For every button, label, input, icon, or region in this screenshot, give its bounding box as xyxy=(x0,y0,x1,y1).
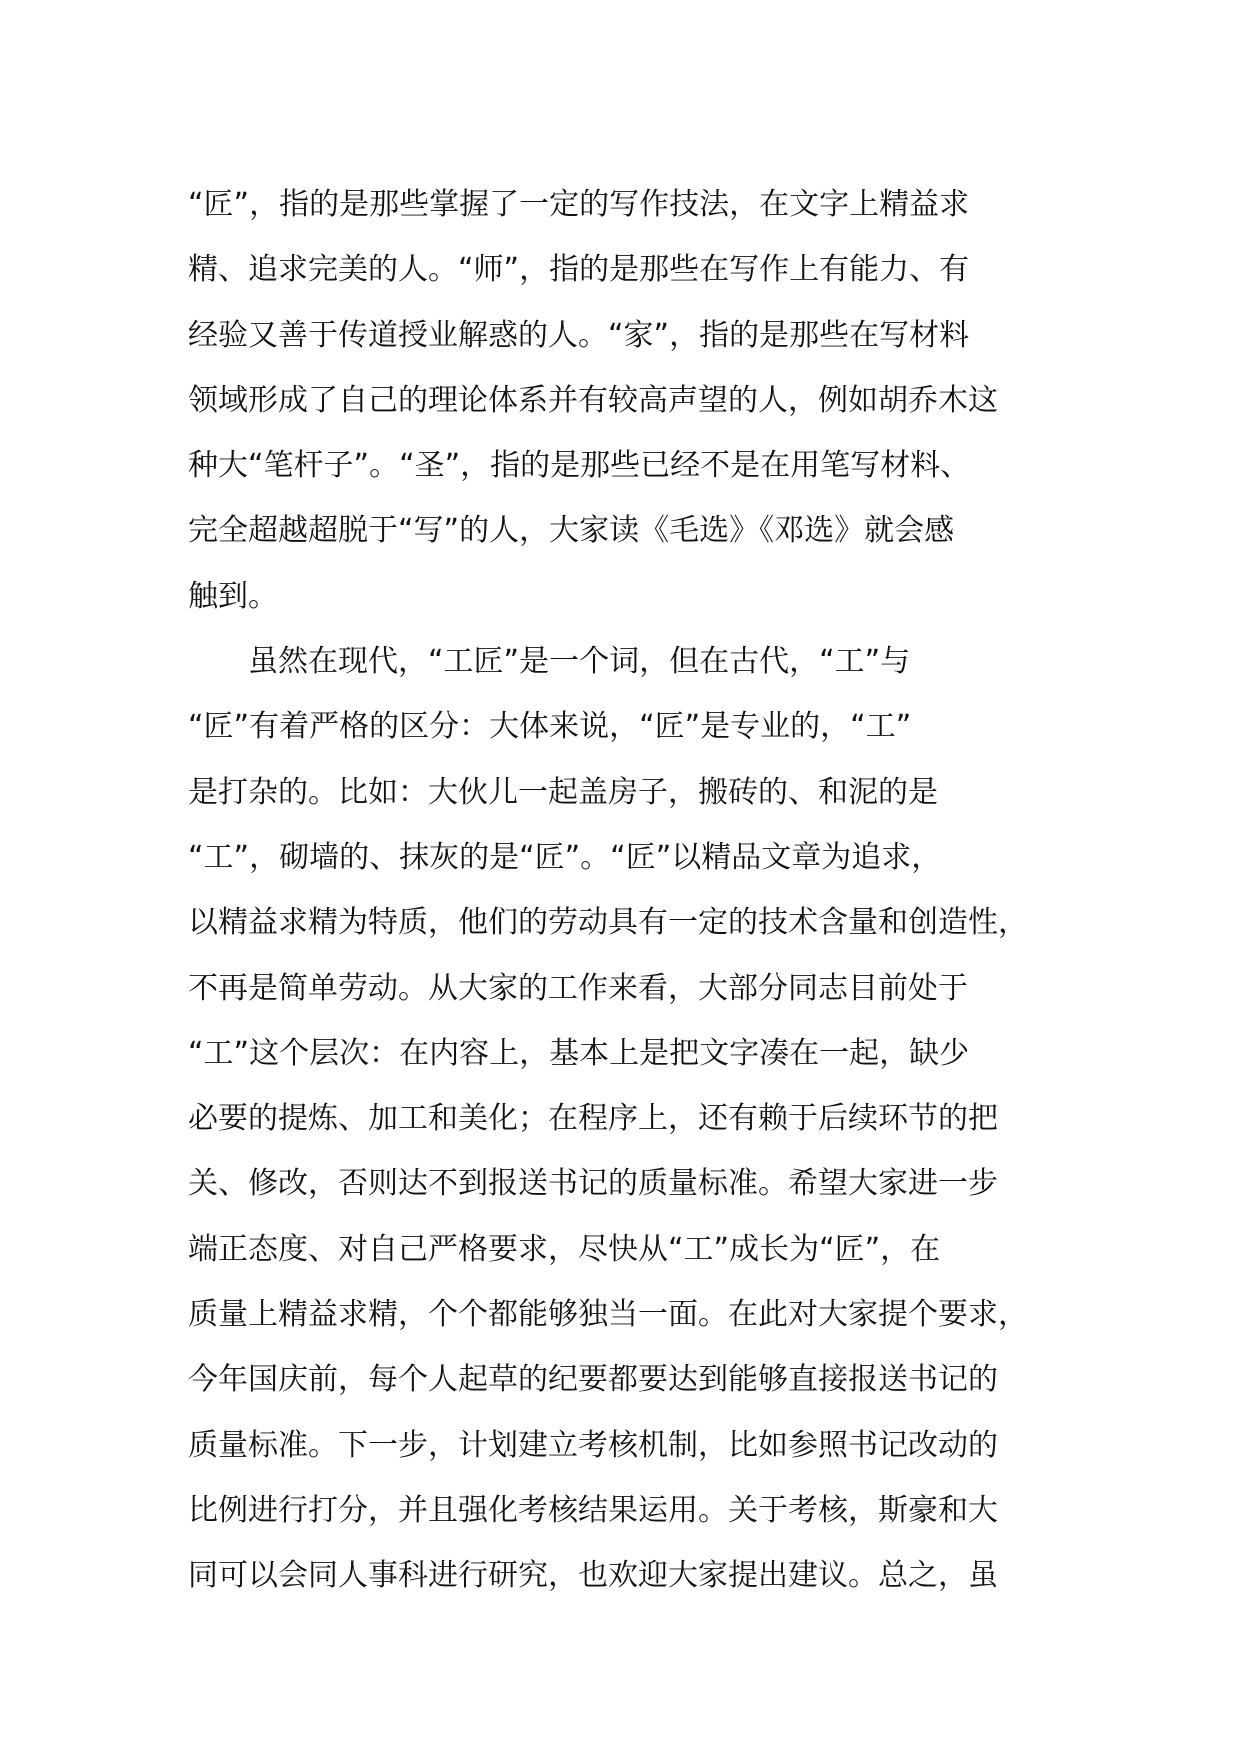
text-line: 种大“笔杆子”。“圣”，指的是那些已经不是在用笔写材料、 xyxy=(188,448,971,484)
text-line: 虽然在现代，“工匠”是一个词，但在古代，“工”与 xyxy=(188,644,911,680)
text-line: 今年国庆前，每个人起草的纪要都要达到能够直接报送书记的 xyxy=(188,1362,998,1398)
text-line: 同可以会同人事科进行研究，也欢迎大家提出建议。总之，虽 xyxy=(188,1558,998,1594)
text-line: 领域形成了自己的理论体系并有较高声望的人，例如胡乔木这 xyxy=(188,382,998,418)
text-line: 比例进行打分，并且强化考核结果运用。关于考核，斯豪和大 xyxy=(188,1492,998,1528)
text-line: 不再是简单劳动。从大家的工作来看，大部分同志目前处于 xyxy=(188,970,968,1006)
text-line: “工”这个层次：在内容上，基本上是把文字凑在一起，缺少 xyxy=(188,1035,970,1071)
text-line: 关、修改，否则达不到报送书记的质量标准。希望大家进一步 xyxy=(188,1166,998,1202)
text-line: 触到。 xyxy=(188,578,278,614)
body-text xyxy=(188,172,1088,1609)
text-line: 经验又善于传道授业解惑的人。“家”，指的是那些在写材料 xyxy=(188,317,970,353)
text-line: 精、追求完美的人。“师”，指的是那些在写作上有能力、有 xyxy=(188,252,970,288)
text-line: 质量上精益求精，个个都能够独当一面。在此对大家提个要求， xyxy=(188,1297,1028,1333)
text-line: 质量标准。下一步，计划建立考核机制，比如参照书记改动的 xyxy=(188,1427,998,1463)
text-line: 端正态度、对自己严格要求，尽快从“工”成长为“匠”，在 xyxy=(188,1231,941,1267)
text-line: “匠”有着严格的区分：大体来说，“匠”是专业的，“工” xyxy=(188,709,912,745)
text-line: 完全超越超脱于“写”的人，大家读《毛选》《邓选》就会感 xyxy=(188,513,955,549)
text-line: “工”，砌墙的、抹灰的是“匠”。“匠”以精品文章为追求， xyxy=(188,839,942,875)
text-line: 以精益求精为特质，他们的劳动具有一定的技术含量和创造性， xyxy=(188,905,1028,941)
text-line: “匠”，指的是那些掌握了一定的写作技法，在文字上精益求 xyxy=(188,187,970,222)
text-line: 是打杂的。比如：大伙儿一起盖房子，搬砖的、和泥的是 xyxy=(188,774,938,810)
text-line: 必要的提炼、加工和美化；在程序上，还有赖于后续环节的把 xyxy=(188,1101,998,1137)
